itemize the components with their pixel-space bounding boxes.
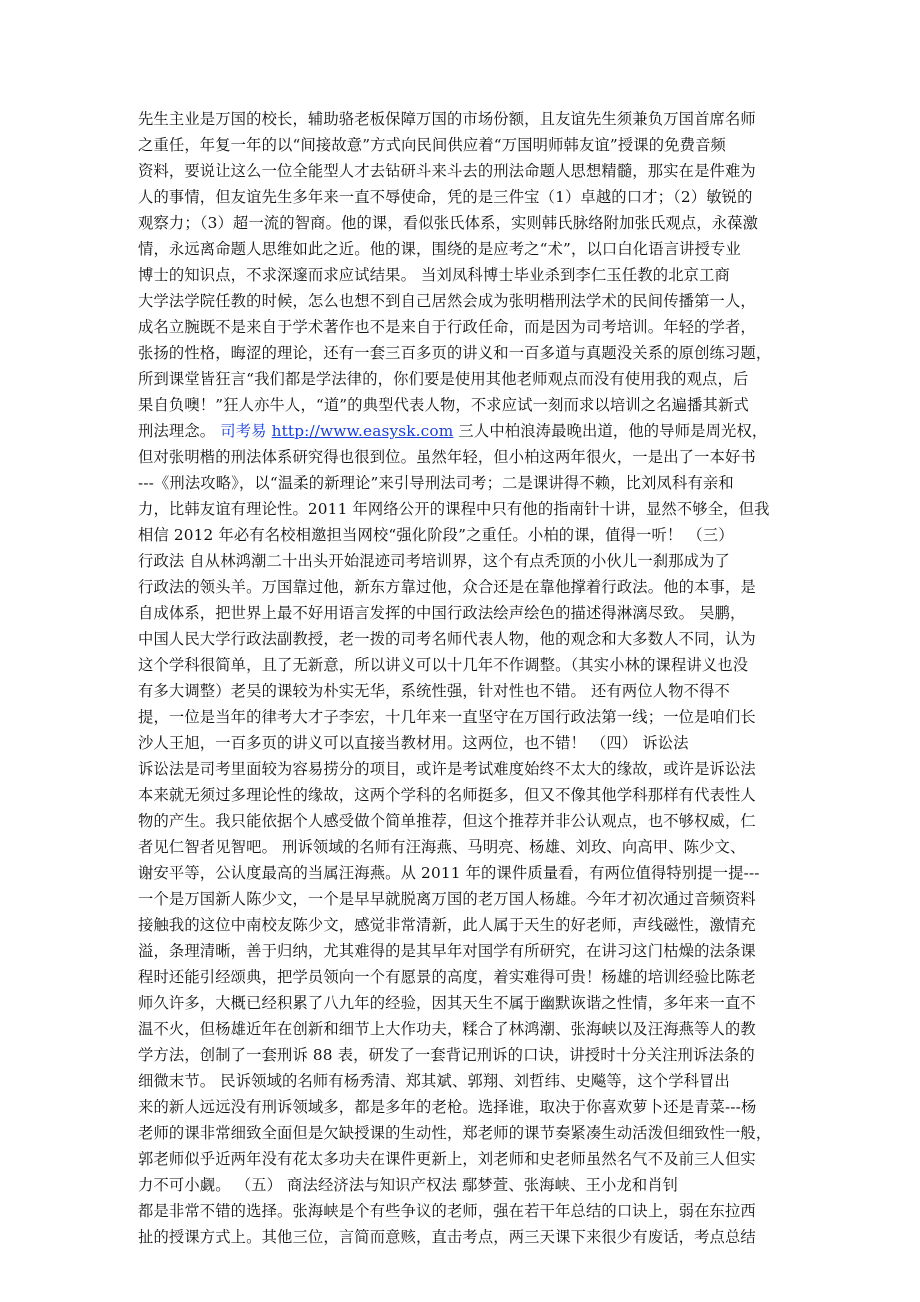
body-line: 诉讼法是司考里面较为容易捞分的项目，或许是考试难度始终不太大的缘故，或许是诉讼法 [138, 760, 756, 778]
body-line: 溢，条理清晰，善于归纳，尤其难得的是其早年对国学有所研究，在讲习这门枯燥的法条课 [138, 942, 756, 960]
body-line: 老师的课非常细致全面但是欠缺授课的生动性，郑老师的课节奏紧凑生动活泼但细致性一般， [138, 1124, 772, 1142]
body-line-with-link [138, 418, 780, 444]
body-line: 程时还能引经颂典，把学员领向一个有愿景的高度，着实难得可贵！杨雄的培训经验比陈老 [138, 968, 756, 986]
body-line: 果自负噢！”狂人亦牛人，“道”的典型代表人物，不求应试一刻而求以培训之名遍播其新式 [138, 396, 749, 414]
body-line: 来的新人远远没有刑诉领域多，都是多年的老枪。选择谁，取决于你喜欢萝卜还是青菜---杨 [138, 1098, 757, 1116]
body-line: 情，永远离命题人思维如此之近。他的课，围绕的是应考之“术”，以口白化语言讲授专业 [138, 240, 741, 258]
body-line: 谢安平等，公认度最高的当属汪海燕。从 2011 年的课件质量看，有两位值得特别提一提--- [138, 864, 760, 882]
body-line: 师久许多，大概已经积累了八九年的经验，因其天生不属于幽默诙谐之性情，多年来一直不 [138, 994, 756, 1012]
body-line: 相信 2012 年必有名校相邀担当网校“强化阶段”之重任。小柏的课，值得一听！ （三） [138, 526, 734, 544]
body-line: 这个学科很简单，且了无新意，所以讲义可以十几年不作调整。（其实小林的课程讲义也没 [138, 656, 749, 674]
body-line: 有多大调整）老吴的课较为朴实无华，系统性强，针对性也不错。 还有两位人物不得不 [138, 682, 730, 700]
body-line: 人的事情，但友谊先生多年来一直不辱使命，凭的是三件宝（1）卓越的口才；（2）敏锐的 [138, 188, 753, 206]
body-line: 但对张明楷的刑法体系研究得也很到位。虽然年轻，但小柏这两年很火，一是出了一本好书 [138, 448, 756, 466]
body-line: 之重任，年复一年的以“间接故意”方式向民间供应着“万国明师韩友谊”授课的免费音频 [138, 136, 726, 154]
body-line: 所到课堂皆狂言“我们都是学法律的，你们要是使用其他老师观点而没有使用我的观点，后 [138, 370, 749, 388]
body-line: 先生主业是万国的校长，辅助骆老板保障万国的市场份额，且友谊先生须兼负万国首席名师 [138, 110, 756, 128]
body-line: 温不火，但杨雄近年在创新和细节上大作功夫，糅合了林鸿潮、张海峡以及汪海燕等人的教 [138, 1020, 756, 1038]
body-line: 提，一位是当年的律考大才子李宏，十几年来一直坚守在万国行政法第一线；一位是咱们长 [138, 708, 756, 726]
site-name-link[interactable]: 司考易 [220, 422, 267, 440]
document-body [138, 106, 780, 1250]
body-line: ---《刑法攻略》，以“温柔的新理论”来引导刑法司考；二是课讲得不赖，比刘凤科有亲和 [138, 474, 734, 492]
body-line: 观察力；（3）超一流的智商。他的课，看似张氏体系，实则韩氏脉络附加张氏观点，永葆激 [138, 214, 759, 232]
body-line: 行政法的领头羊。万国靠过他，新东方靠过他，众合还是在靠他撑着行政法。他的本事，是 [138, 578, 756, 596]
body-line: 中国人民大学行政法副教授，老一拨的司考名师代表人物，他的观念和大多数人不同，认为 [138, 630, 756, 648]
body-line: 沙人王旭，一百多页的讲义可以直接当教材用。这两位，也不错！ （四） 诉讼法 [138, 734, 689, 752]
body-line: 张扬的性格，晦涩的理论，还有一套三百多页的讲义和一百多道与真题没关系的原创练习题， [138, 344, 772, 362]
body-line: 力，比韩友谊有理论性。2011 年网络公开的课程中只有他的指南针十讲，显然不够全，但我 [138, 500, 770, 518]
line-text-after-link: 三人中柏浪涛最晚出道，他的导师是周光权， [453, 422, 768, 440]
body-line: 本来就无须过多理论性的缘故，这两个学科的名师挺多，但又不像其他学科那样有代表性人 [138, 786, 756, 804]
body-line: 一个是万国新人陈少文，一个是早早就脱离万国的老万国人杨雄。今年才初次通过音频资料 [138, 890, 756, 908]
body-line: 物的产生。我只能依据个人感受做个简单推荐，但这个推荐并非公认观点，也不够权威，仁 [138, 812, 756, 830]
body-line: 细微末节。 民诉领域的名师有杨秀清、郑其斌、郭翔、刘哲纬、史飚等，这个学科冒出 [138, 1072, 730, 1090]
body-line: 扯的授课方式上。其他三位，言简而意赅，直击考点，两三天课下来很少有废话，考点总结 [138, 1228, 756, 1246]
body-line: 者见仁智者见智吧。 刑诉领域的名师有汪海燕、马明亮、杨雄、刘玫、向高甲、陈少文、 [138, 838, 746, 856]
line-text-before-link: 刑法理念。 [138, 422, 221, 440]
site-url-link[interactable]: http://www.easysk.com [271, 422, 454, 440]
body-line: 学方法，创制了一套刑诉 88 表，研发了一套背记刑诉的口诀，讲授时十分关注刑诉法条的 [138, 1046, 755, 1064]
body-line: 大学法学院任教的时候，怎么也想不到自己居然会成为张明楷刑法学术的民间传播第一人， [138, 292, 756, 310]
body-line: 自成体系，把世界上最不好用语言发挥的中国行政法绘声绘色的描述得淋漓尽致。 吴鹏， [138, 604, 746, 622]
body-line: 成名立腕既不是来自于学术著作也不是来自于行政任命，而是因为司考培训。年轻的学者， [138, 318, 756, 336]
body-line: 郭老师似乎近两年没有花太多功夫在课件更新上，刘老师和史老师虽然名气不及前三人但实 [138, 1150, 756, 1168]
body-line: 行政法 自从林鸿潮二十出头开始混迹司考培训界，这个有点秃顶的小伙儿一刹那成为了 [138, 552, 730, 570]
body-line: 资料，要说让这么一位全能型人才去钻研斗来斗去的刑法命题人思想精髓，那实在是件难为 [138, 162, 756, 180]
body-line: 接触我的这位中南校友陈少文，感觉非常清新，此人属于天生的好老师，声线磁性，激情充 [138, 916, 756, 934]
body-lines-continued [138, 444, 780, 1250]
body-line: 博士的知识点，不求深邃而求应试结果。 当刘凤科博士毕业杀到李仁玉任教的北京工商 [138, 266, 730, 284]
body-line: 都是非常不错的选择。张海峡是个有些争议的老师，强在若干年总结的口诀上，弱在东拉西 [138, 1202, 756, 1220]
body-line: 力不可小觑。 （五） 商法经济法与知识产权法 鄢梦萱、张海峡、王小龙和肖钊 [138, 1176, 679, 1194]
